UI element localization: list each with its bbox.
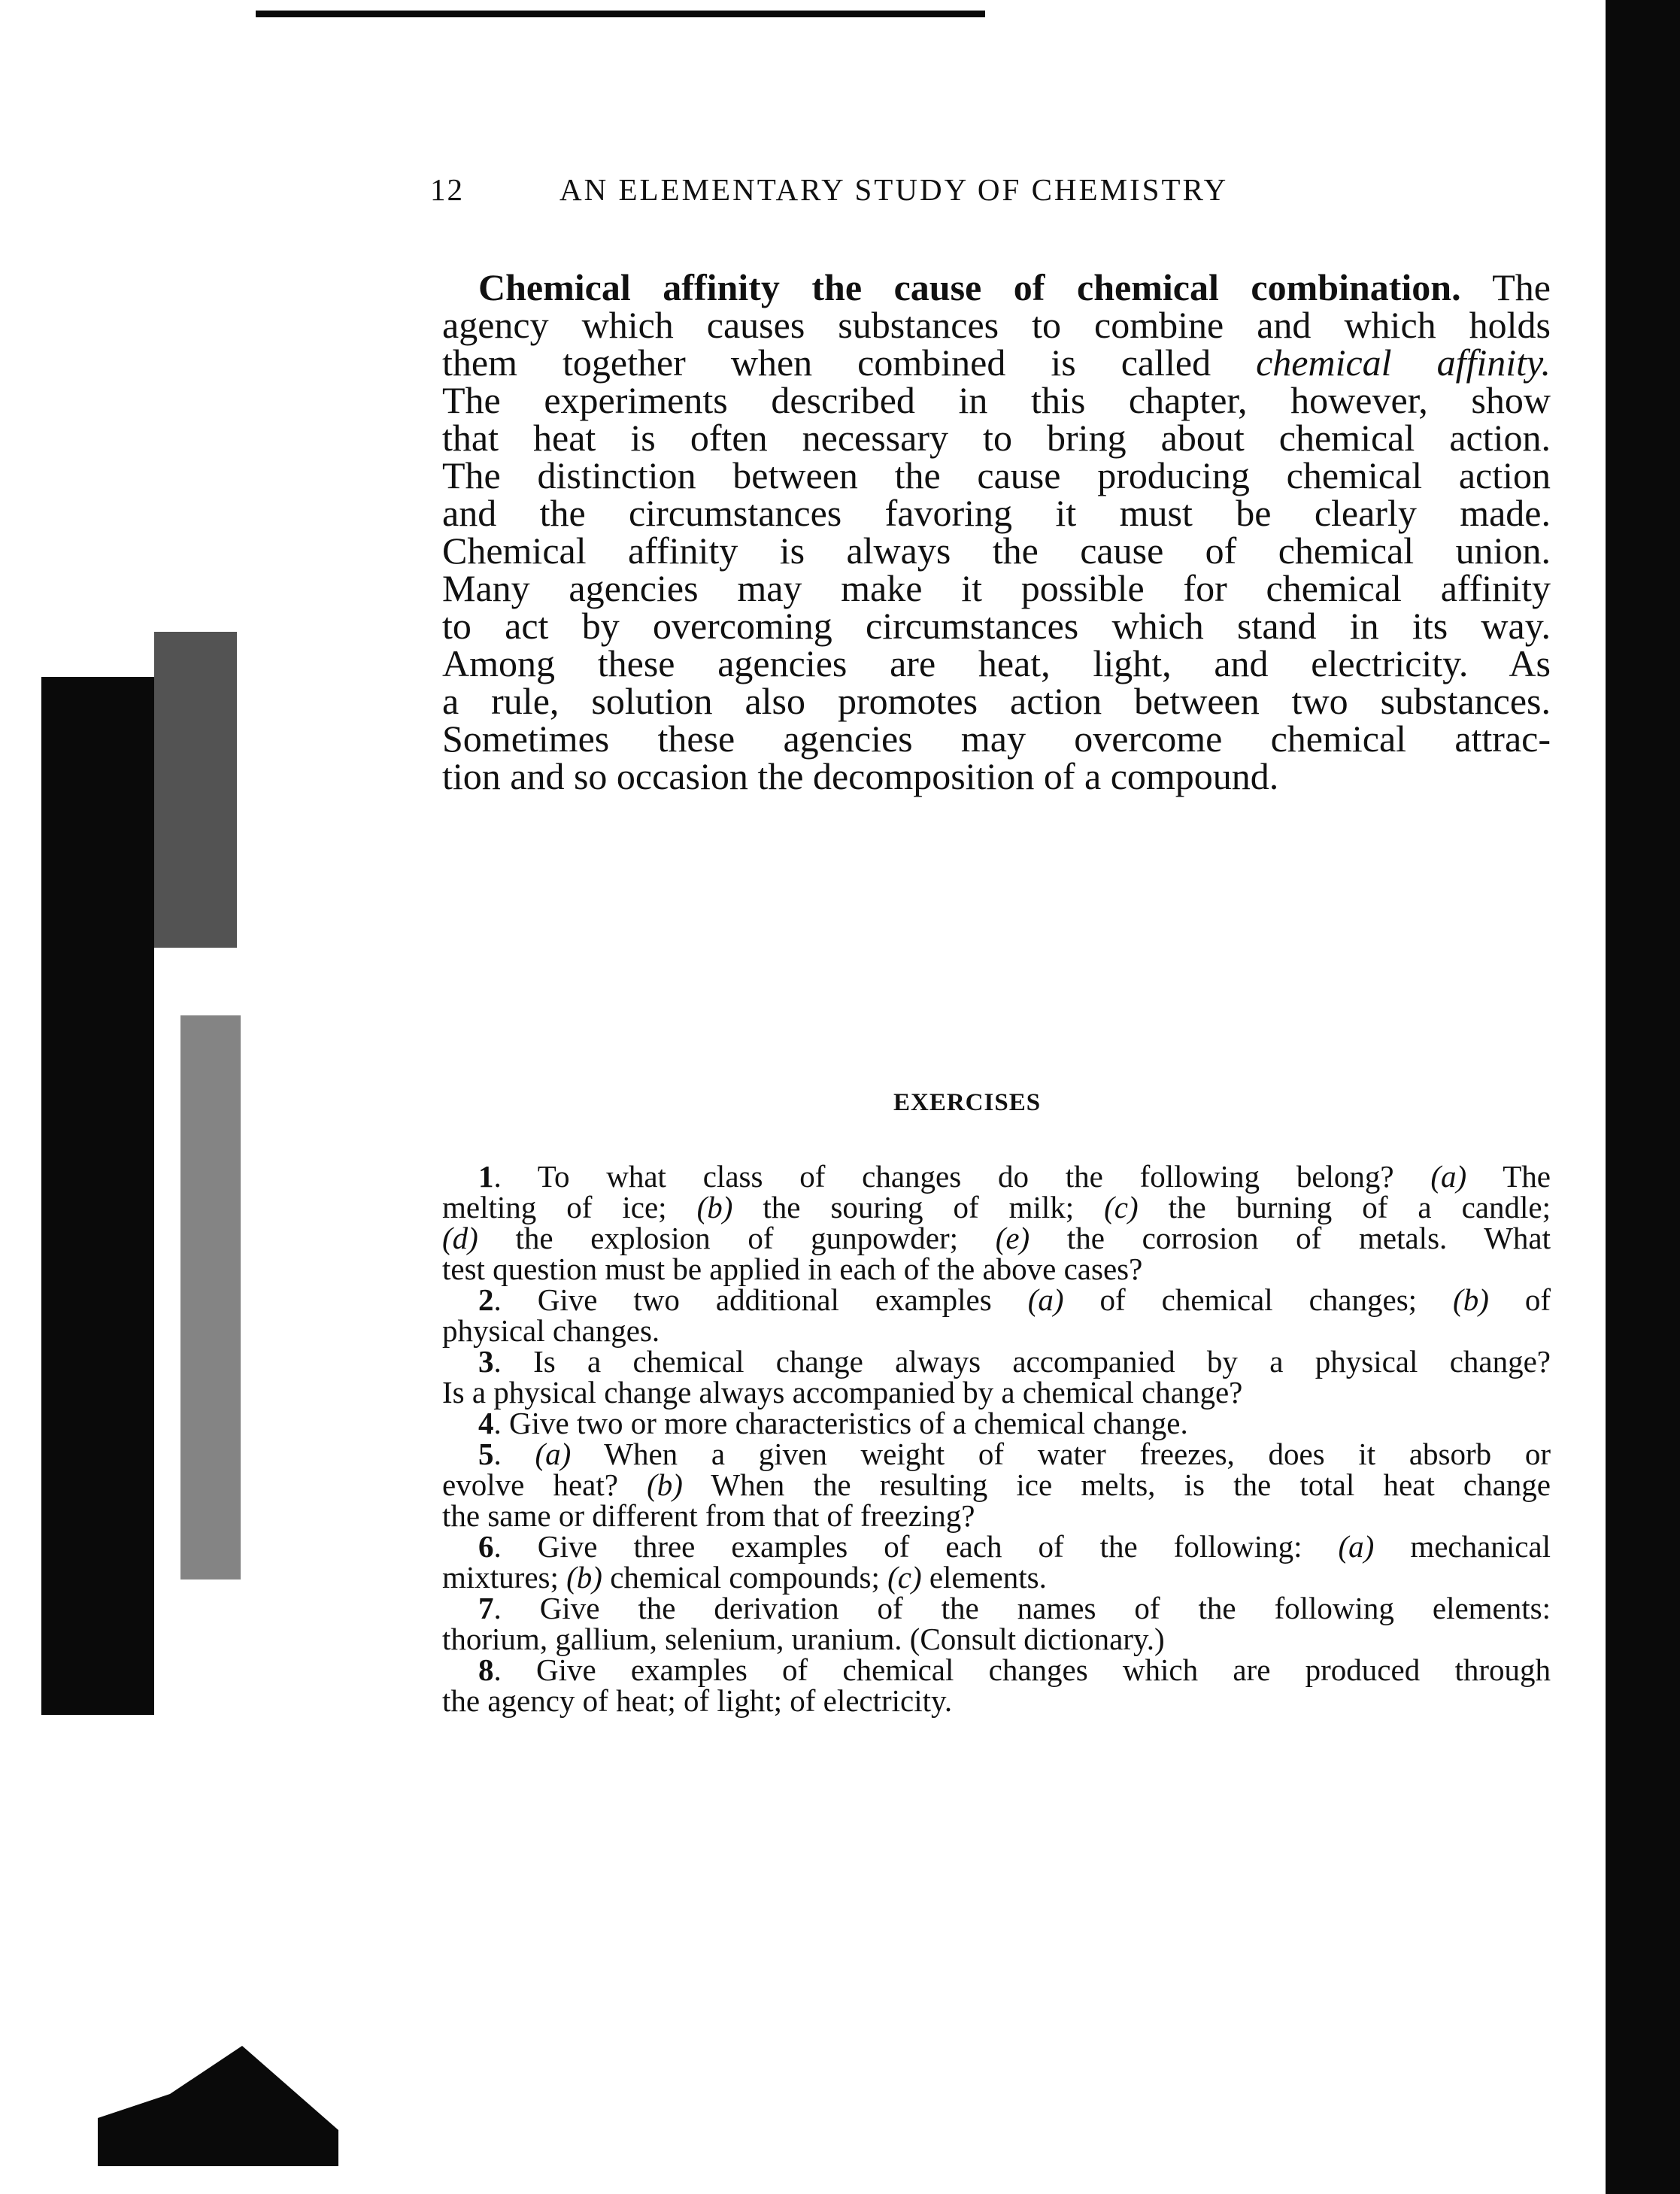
text-run: the souring of milk;	[732, 1190, 1105, 1224]
text-run: The distinction between the cause producing chemical action	[442, 454, 1551, 496]
italic-text: (c)	[1104, 1190, 1139, 1224]
body-paragraph	[442, 260, 1551, 797]
text-run: . To what class of changes do the following belong?	[493, 1159, 1431, 1194]
text-run: . Give examples of chemical changes which are produced through	[493, 1652, 1551, 1687]
text-run: chemical compounds;	[602, 1560, 888, 1595]
paragraph-line	[442, 599, 1551, 647]
text-run: them together when combined is called	[442, 341, 1257, 384]
text-run: the explosion of gunpowder;	[478, 1221, 996, 1255]
exercises-heading: EXERCISES	[893, 1089, 1042, 1116]
text-run: agency which causes substances to combine and which holds	[442, 304, 1551, 346]
exercise-line	[442, 1401, 1551, 1440]
italic-text: (c)	[887, 1560, 922, 1595]
paragraph-line	[442, 335, 1551, 384]
text-run: mixtures;	[442, 1560, 567, 1595]
italic-text: (b)	[647, 1467, 683, 1502]
text-run: that heat is often necessary to bring about chemical action.	[442, 417, 1551, 459]
italic-text: (b)	[696, 1190, 733, 1224]
text-run: physical changes.	[442, 1313, 660, 1348]
italic-text: (a)	[535, 1437, 572, 1471]
exercise-line	[442, 1525, 1551, 1564]
exercise-line	[442, 1155, 1551, 1194]
paragraph-line	[442, 411, 1551, 459]
text-run: evolve heat?	[442, 1467, 647, 1502]
text-run: The	[1460, 266, 1551, 308]
italic-text: (e)	[995, 1221, 1030, 1255]
paragraph-line	[442, 636, 1551, 684]
paragraph-line	[442, 373, 1551, 421]
text-run: of chemical changes;	[1063, 1282, 1454, 1317]
exercises-list	[442, 1155, 1551, 1718]
text-run: the corrosion of metals. What	[1030, 1221, 1551, 1255]
text-run: the agency of heat; of light; of electricity.	[442, 1683, 953, 1718]
text-run: The experiments described in this chapter, however, show	[442, 379, 1551, 421]
text-run: The	[1466, 1159, 1551, 1194]
bold-text: 5	[478, 1437, 494, 1471]
text-run: mechanical	[1374, 1529, 1551, 1564]
italic-text: (b)	[566, 1560, 602, 1595]
running-header	[430, 171, 1558, 217]
italic-text: chemical affinity.	[1256, 341, 1551, 384]
text-run: of	[1488, 1282, 1551, 1317]
page-number: 12	[430, 172, 464, 207]
text-run: tion and so occasion the decomposition of a compound.	[442, 755, 1279, 797]
scan-left-shadow	[41, 677, 154, 1715]
exercise-line	[442, 1648, 1551, 1687]
text-run: Is a physical change always accompanied by a chemical change?	[442, 1375, 1243, 1410]
text-run: a rule, solution also promotes action between two substances.	[442, 680, 1551, 722]
exercise-line	[442, 1216, 1551, 1255]
italic-text: (b)	[1453, 1282, 1489, 1317]
scan-left-streaks-2	[180, 1015, 241, 1579]
text-run: . Give two additional examples	[493, 1282, 1028, 1317]
text-run: .	[493, 1437, 535, 1471]
exercise-line	[442, 1185, 1551, 1224]
text-run: thorium, gallium, selenium, uranium. (Consult dictionary.)	[442, 1622, 1165, 1656]
exercise-line	[442, 1432, 1551, 1471]
exercise-line	[442, 1586, 1551, 1625]
text-run: to act by overcoming circumstances which stand in its way.	[442, 605, 1551, 647]
text-run: Many agencies may make it possible for chemical affinity	[442, 567, 1551, 609]
bold-text: 4	[478, 1406, 494, 1440]
paragraph-line	[442, 561, 1551, 609]
text-run: Sometimes these agencies may overcome chemical attrac-	[442, 718, 1551, 760]
paragraph-line	[442, 298, 1551, 346]
bold-text: 3	[478, 1344, 494, 1379]
paragraph-line	[442, 674, 1551, 722]
text-run: melting of ice;	[442, 1190, 697, 1224]
text-run: test question must be applied in each of the above cases?	[442, 1252, 1143, 1286]
text-run: and the circumstances favoring it must be clearly made.	[442, 492, 1551, 534]
paragraph-line	[442, 260, 1551, 308]
text-run: the burning of a candle;	[1138, 1190, 1551, 1224]
text-run: . Give two or more characteristics of a chemical change.	[493, 1406, 1188, 1440]
bold-text: 8	[478, 1652, 494, 1687]
text-run: When the resulting ice melts, is the total heat change	[682, 1467, 1551, 1502]
running-title: AN ELEMENTARY STUDY OF CHEMISTRY	[559, 172, 1229, 207]
bold-text: 7	[478, 1591, 494, 1625]
exercise-line	[442, 1340, 1551, 1379]
scan-right-edge	[1606, 0, 1680, 2194]
text-run: the same or different from that of freezing?	[442, 1498, 975, 1533]
bold-text: 2	[478, 1282, 494, 1317]
paragraph-line	[442, 523, 1551, 572]
italic-text: (a)	[1430, 1159, 1467, 1194]
text-run: Among these agencies are heat, light, and electricity. As	[442, 642, 1551, 684]
scan-top-rule	[256, 11, 985, 17]
scan-left-bottom	[98, 2046, 338, 2166]
exercise-line	[442, 1463, 1551, 1502]
paragraph-line	[442, 448, 1551, 496]
text-run: . Give the derivation of the names of the following elements:	[493, 1591, 1551, 1625]
bold-text: 1	[478, 1159, 494, 1194]
paragraph-line	[442, 486, 1551, 534]
bold-text: 6	[478, 1529, 494, 1564]
paragraph-line	[442, 712, 1551, 760]
text-run: Chemical affinity is always the cause of chemical union.	[442, 530, 1551, 572]
italic-text: (a)	[1027, 1282, 1064, 1317]
italic-text: (d)	[442, 1221, 478, 1255]
scan-left-streaks	[154, 632, 237, 948]
text-run: When a given weight of water freezes, does it absorb or	[571, 1437, 1551, 1471]
italic-text: (a)	[1338, 1529, 1375, 1564]
bold-text: Chemical affinity the cause of chemical combination.	[478, 266, 1461, 308]
text-run: . Is a chemical change always accompanied by a physical change?	[493, 1344, 1551, 1379]
text-run: . Give three examples of each of the following:	[493, 1529, 1339, 1564]
exercise-line	[442, 1278, 1551, 1317]
text-run: elements.	[921, 1560, 1047, 1595]
